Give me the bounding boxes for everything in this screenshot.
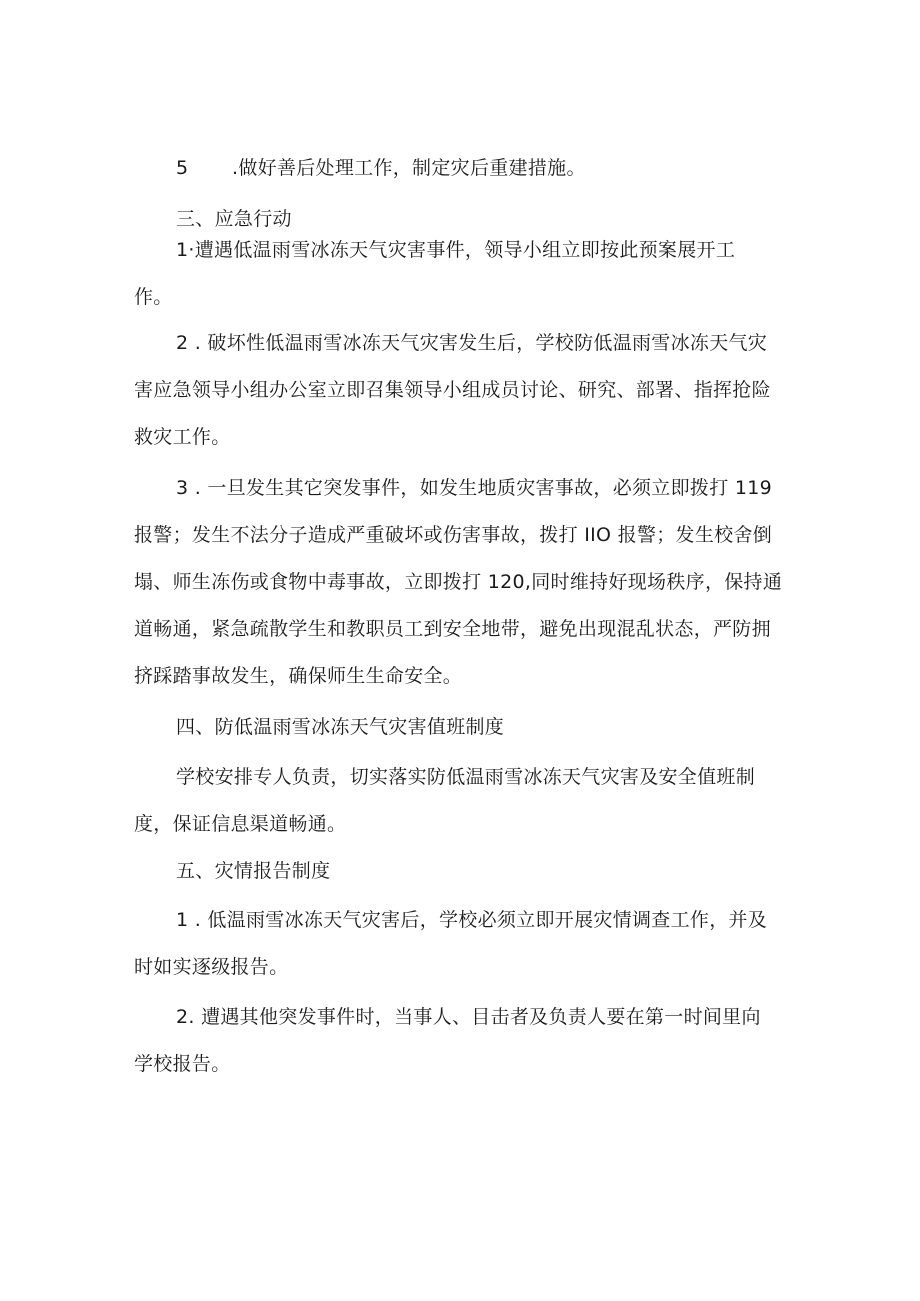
section-3-p1-line1: 1·遭遇低温雨雪冰冻天气灾害事件，领导小组立即按此预案展开工 — [176, 239, 736, 261]
section-5-heading: 五、灾情报告制度 — [176, 860, 331, 882]
section-3-p3-line4: 道畅通，紧急疏散学生和教职员工到安全地带，避免出现混乱状态，严防拥 — [134, 618, 771, 640]
section-5-p1-line2: 时如实逐级报告。 — [134, 956, 289, 978]
section-3-p2-line2: 害应急领导小组办公室立即召集领导小组成员讨论、研究、部署、指挥抢险 — [134, 379, 771, 401]
section-3-p3-line2: 报警；发生不法分子造成严重破坏或伤害事故，拨打 IIO 报警；发生校舍倒 — [134, 524, 773, 546]
section-3-p3-line1: 3 . 一旦发生其它突发事件，如发生地质灾害事故，必须立即拨打 119 — [176, 477, 773, 499]
section-3-p2-line3: 救灾工作。 — [134, 426, 231, 448]
section-3-p3-line5: 挤踩踏事故发生，确保师生生命安全。 — [134, 665, 463, 687]
section-3-heading: 三、应急行动 — [176, 208, 292, 230]
item-5-line — [176, 156, 586, 180]
section-5-p1-line1: 1 . 低温雨雪冰冻天气灾害后，学校必须立即开展灾情调查工作，并及 — [176, 909, 768, 931]
section-3-p2-line1: 2 . 破坏性低温雨雪冰冻天气灾害发生后，学校防低温雨雪冰冻天气灾 — [176, 332, 768, 354]
section-5-p2-line1: 2. 遭遇其他突发事件时，当事人、目击者及负责人要在第一时间里向 — [176, 1006, 761, 1028]
item-5-text: .做好善后处理工作，制定灾后重建措施。 — [232, 157, 586, 179]
section-4-p1-line1: 学校安排专人负责，切实落实防低温雨雪冰冻天气灾害及安全值班制 — [176, 766, 756, 788]
section-3-p3-line3: 塌、师生冻伤或食物中毒事故，立即拨打 120,同时维持好现场秩序，保持通 — [134, 571, 783, 593]
section-5-p2-line2: 学校报告。 — [134, 1053, 231, 1075]
section-4-p1-line2: 度，保证信息渠道畅通。 — [134, 813, 347, 835]
section-4-heading: 四、防低温雨雪冰冻天气灾害值班制度 — [176, 716, 505, 738]
section-3-p1-line2: 作。 — [134, 286, 173, 308]
item-5-number: 5 — [176, 157, 189, 179]
